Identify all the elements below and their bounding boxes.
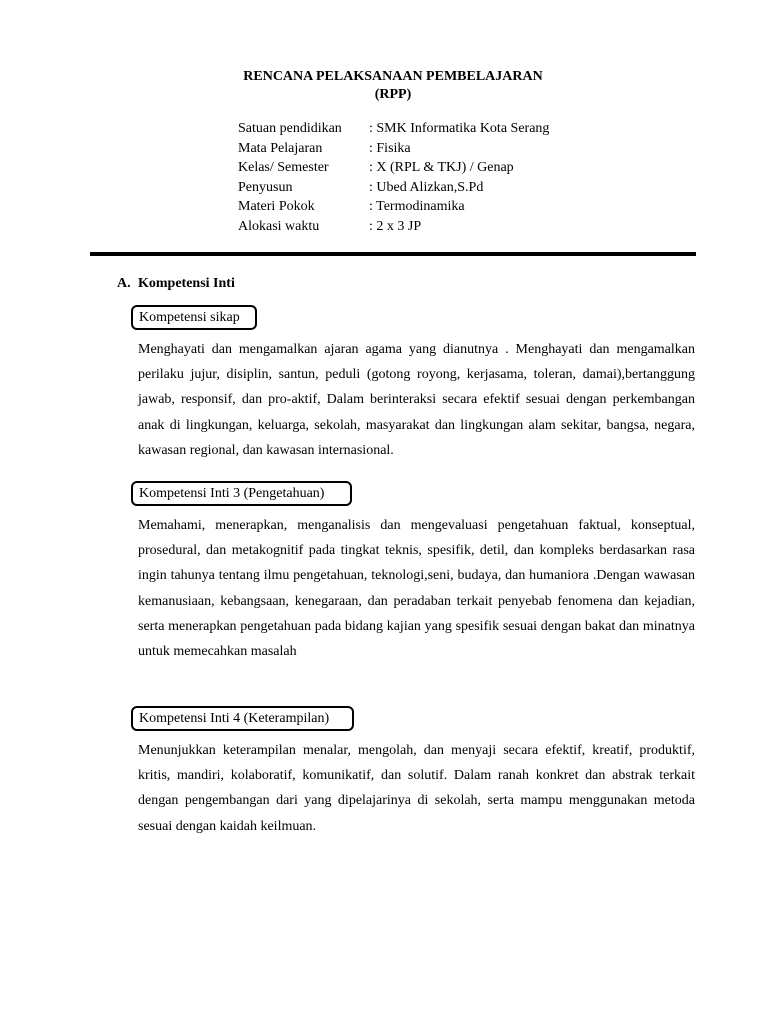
identity-value: : Fisika [369, 140, 411, 156]
horizontal-rule [90, 252, 696, 256]
competency-paragraph: Menunjukkan keterampilan menalar, mengolah, dan menyaji secara efektif, kreatif, produktif, kritis, mandiri, kolaboratif, komunikatif, dan solutif. Dalam ranah konkret dan abstrak terkait dengan pengembangan dari yang dipelajarinya di sekolah, serta mampu menggunakan metoda sesuai dengan kaidah keilmuan. [138, 743, 695, 834]
identity-row [238, 197, 549, 217]
identity-table [238, 119, 549, 236]
identity-label: Penyusun [238, 179, 293, 195]
identity-value: : Termodinamika [369, 199, 465, 214]
identity-row [238, 178, 549, 198]
competency-heading-box: Kompetensi Inti 4 (Keterampilan) [131, 706, 354, 731]
identity-row [238, 217, 549, 237]
identity-value: : Ubed Alizkan,S.Pd [369, 179, 484, 195]
competency-heading-box: Kompetensi Inti 3 (Pengetahuan) [131, 481, 352, 506]
identity-label: Kelas/ Semester [238, 160, 329, 175]
identity-label: Satuan pendidikan [238, 121, 342, 136]
section-heading [117, 275, 235, 292]
identity-row [238, 119, 549, 139]
document-title: RENCANA PELAKSANAAN PEMBELAJARAN [243, 69, 543, 84]
section-title: Kompetensi Inti [138, 276, 235, 291]
identity-row [238, 139, 549, 159]
identity-value: : 2 x 3 JP [369, 218, 422, 234]
identity-value: : SMK Informatika Kota Serang [369, 121, 550, 136]
identity-row [238, 158, 549, 178]
identity-label: Mata Pelajaran [238, 140, 323, 156]
competency-paragraph: Menghayati dan mengamalkan ajaran agama yang dianutnya . Menghayati dan mengamalkan perilaku jujur, disiplin, santun, peduli (gotong royong, kerjasama, toleran, damai),bertanggung jawab, responsif, dan pro-aktif, Dalam berinteraksi secara efektif sesuai dengan perkembangan anak di lingkungan, keluarga, sekolah, masyarakat dan lingkungan alam sekitar, bangsa, negara, kawasan regional, dan kawasan internasional. [138, 342, 695, 458]
identity-label: Alokasi waktu [238, 218, 320, 234]
identity-value: : X (RPL & TKJ) / Genap [369, 160, 514, 175]
identity-label: Materi Pokok [238, 199, 315, 214]
document-subtitle: (RPP) [374, 87, 412, 102]
competency-heading-box: Kompetensi sikap [131, 305, 257, 330]
competency-paragraph: Memahami, menerapkan, menganalisis dan mengevaluasi pengetahuan faktual, konseptual, prosedural, dan metakognitif pada tingkat teknis, spesifik, detil, dan kompleks berdasarkan rasa ingin tahunya tentang ilmu pengetahuan, teknologi,seni, budaya, dan humaniora .Dengan wawasan kemanusiaan, kebangsaan, kenegaraan, dan peradaban terkait penyebab fenomena dan kejadian, serta menerapkan pengetahuan pada bidang kajian yang spesifik sesuai dengan bakat dan minatnya untuk memecahkan masalah [138, 518, 695, 660]
section-letter: A. [117, 276, 131, 291]
